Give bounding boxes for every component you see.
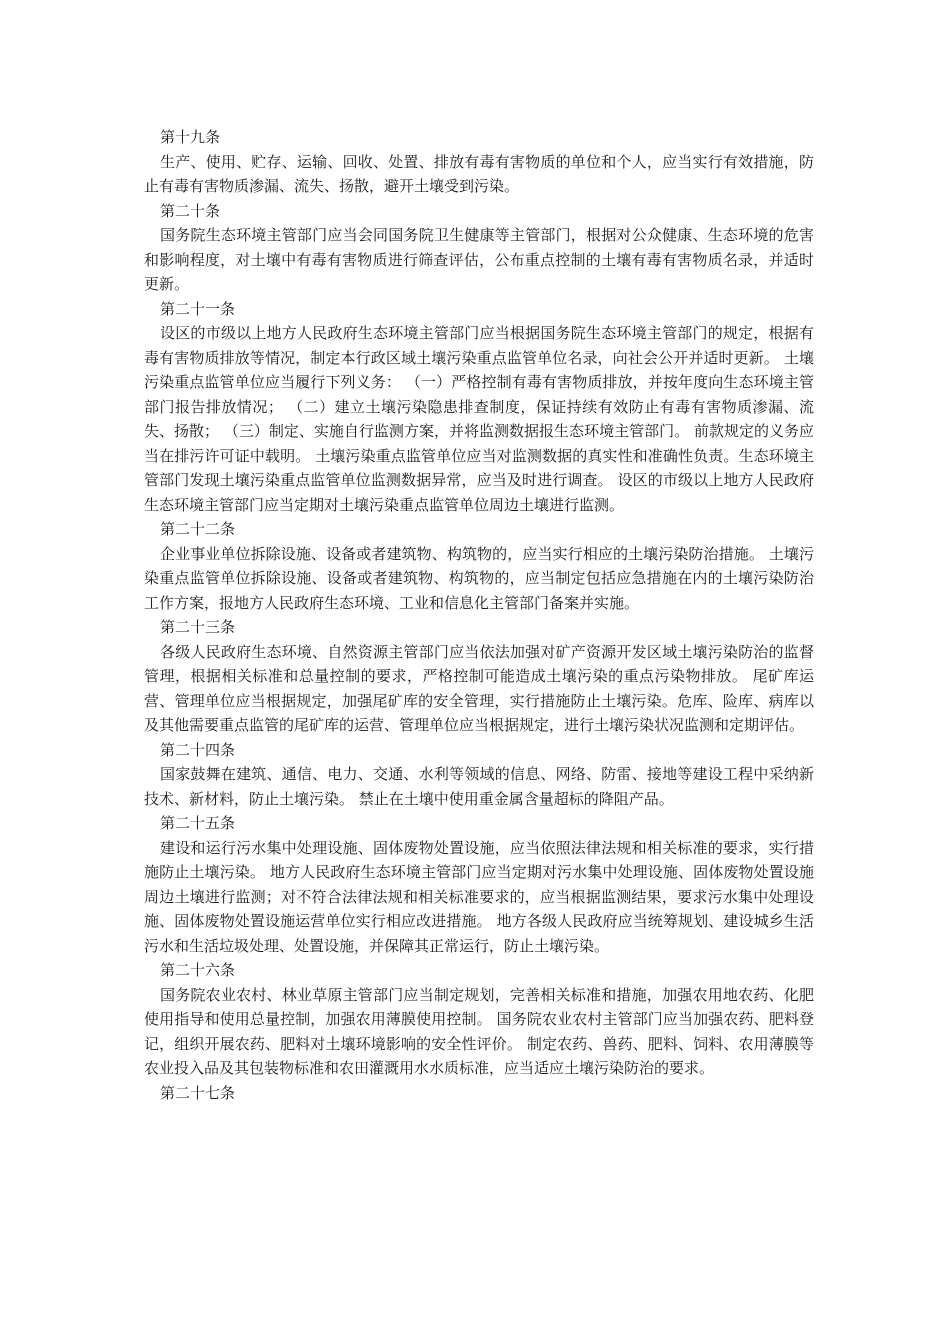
- article-22: [144, 517, 814, 615]
- article-heading: 第二十七条: [160, 1083, 236, 1102]
- article-body: 企业事业单位拆除设施、设备或者建筑物、构筑物的，应当实行相应的土壤污染防治措施。 土壤污染重点监管单位拆除设施、设备或者建筑物、构筑物的，应当制定包括应急措施在内的土壤污染防治工作方案，报地方人民政府生态环境、工业和信息化主管部门备案并实施。: [144, 544, 814, 612]
- article-body: 设区的市级以上地方人民政府生态环境主管部门应当根据国务院生态环境主管部门的规定，根据有毒有害物质排放等情况，制定本行政区域土壤污染重点监管单位名录，向社会公开并适时更新。 土壤污染重点监管单位应当履行下列义务： （一）严格控制有毒有害物质排放，并按年度向生态环境主管部门报告排放情况； （二）建立土壤污染隐患排查制度，保证持续有效防止有毒有害物质渗漏、流失、扬散； （三）制定、实施自行监测方案，并将监测数据报生态环境主管部门。 前款规定的义务应当在排污许可证中载明。 土壤污染重点监管单位应当对监测数据的真实性和准确性负责。生态环境主管部门发现土壤污染重点监管单位监测数据异常，应当及时进行调查。 设区的市级以上地方人民政府生态环境主管部门应当定期对土壤污染重点监管单位周边土壤进行监测。: [144, 324, 814, 514]
- article-23: [144, 615, 814, 738]
- article-21: [144, 297, 814, 518]
- article-19: [144, 125, 814, 199]
- article-body: 国务院农业农村、林业草原主管部门应当制定规划，完善相关标准和措施，加强农用地农药、化肥使用指导和使用总量控制，加强农用薄膜使用控制。 国务院农业农村主管部门应当加强农药、肥料登记，组织开展农药、肥料对土壤环境影响的安全性评价。 制定农药、兽药、肥料、饲料、农用薄膜等农业投入品及其包装物标准和农田灌溉用水水质标准，应当适应土壤污染防治的要求。: [144, 985, 814, 1077]
- article-heading: 第二十三条: [160, 618, 236, 636]
- article-heading: 第二十一条: [160, 299, 236, 318]
- article-26: [144, 958, 814, 1081]
- article-body: 国务院生态环境主管部门应当会同国务院卫生健康等主管部门，根据对公众健康、生态环境的危害和影响程度，对土壤中有毒有害物质进行筛查评估，公布重点控制的土壤有毒有害物质名录，并适时更新。: [144, 226, 814, 293]
- article-heading: 第二十五条: [160, 814, 236, 832]
- article-24: [144, 738, 814, 812]
- article-heading: 第二十六条: [160, 961, 236, 979]
- article-25: [144, 811, 814, 958]
- article-heading: 第二十四条: [160, 740, 236, 759]
- article-body: 建设和运行污水集中处理设施、固体废物处置设施，应当依照法律法规和相关标准的要求，实行措施防止土壤污染。 地方人民政府生态环境主管部门应当定期对污水集中处理设施、固体废物处置设施周边土壤进行监测；对不符合法律法规和相关标准要求的，应当根据监测结果，要求污水集中处理设施、固体废物处置设施运营单位实行相应改进措施。 地方各级人民政府应当统筹规划、建设城乡生活污水和生活垃圾处理、处置设施，并保障其正常运行，防止土壤污染。: [144, 838, 814, 955]
- document-page: [144, 125, 814, 1105]
- article-20: [144, 199, 814, 297]
- article-heading: 第二十二条: [160, 520, 236, 538]
- article-heading: 第十九条: [160, 128, 221, 146]
- article-heading: 第二十条: [160, 201, 221, 220]
- article-body: 各级人民政府生态环境、自然资源主管部门应当依法加强对矿产资源开发区域土壤污染防治的监督管理，根据相关标准和总量控制的要求，严格控制可能造成土壤污染的重点污染物排放。 尾矿库运营、管理单位应当根据规定，加强尾矿库的安全管理，实行措施防止土壤污染。危库、险库、病库以及其他需要重点监管的尾矿库的运营、管理单位应当根据规定，进行土壤污染状况监测和定期评估。: [144, 642, 814, 734]
- article-body: 国家鼓舞在建筑、通信、电力、交通、水利等领域的信息、网络、防雷、接地等建设工程中采纳新技术、新材料，防止土壤污染。 禁止在土壤中使用重金属含量超标的降阻产品。: [144, 765, 814, 808]
- article-body: 生产、使用、贮存、运输、回收、处置、排放有毒有害物质的单位和个人，应当实行有效措施，防止有毒有害物质渗漏、流失、扬散，避开土壤受到污染。: [144, 152, 814, 195]
- article-27: [144, 1081, 814, 1106]
